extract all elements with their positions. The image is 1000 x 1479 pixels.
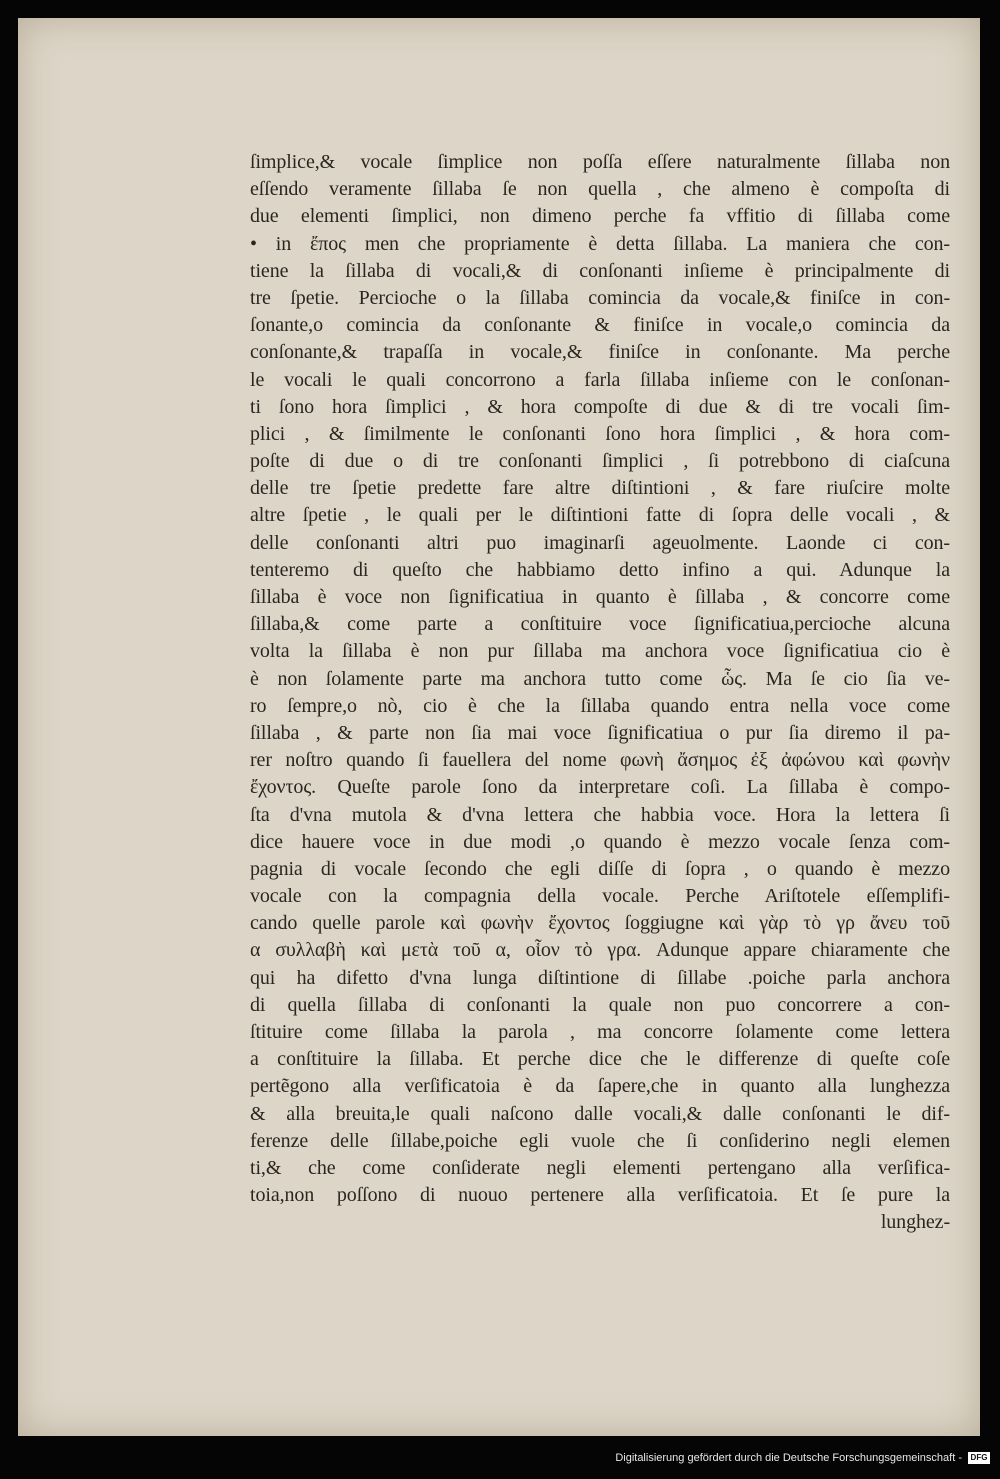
text-line: & alla breuita,le quali naſcono dalle vocali,& dalle conſonanti le dif- <box>250 1102 950 1125</box>
text-line: pertẽgono alla verſificatoia è da ſapere,che in quanto alla lunghezza <box>250 1075 950 1098</box>
footer <box>0 1436 1000 1479</box>
text-line: conſonante,& trapaſſa in vocale,& finiſce in conſonante. Ma perche <box>250 341 950 364</box>
text-line: ti,& che come conſiderate negli elementi pertengano alla verſifica- <box>250 1156 950 1179</box>
text-line: rer noſtro quando ſi fauellera del nome φωνὴ ἄσημος ἐξ ἀφώνου καὶ φωνὴν <box>250 749 950 772</box>
text-line: ti ſono hora ſimplici , & hora compoſte di due & di tre vocali ſim- <box>250 395 950 418</box>
text-line: due elementi ſimplici, non dimeno perche fa vffitio di ſillaba come <box>250 205 950 228</box>
text-line: delle tre ſpetie predette fare altre diſtintioni , & fare riuſcire molte <box>250 477 950 500</box>
text-line: ſta d'vna mutola & d'vna lettera che habbia voce. Hora la lettera ſi <box>250 803 950 826</box>
text-line: ſillaba è voce non ſignificatiua in quanto è ſillaba , & concorre come <box>250 586 950 608</box>
text-line: ſimplice,& vocale ſimplice non poſſa eſſere naturalmente ſillaba non <box>250 151 950 173</box>
text-line: tiene la ſillaba di vocali,& di conſonanti inſieme è principalmente di <box>250 259 950 282</box>
text-line: altre ſpetie , le quali per le diſtintioni fatte di ſopra delle vocali , & <box>250 504 950 527</box>
text-line: le vocali le quali concorrono a farla ſillaba inſieme con le conſonan- <box>250 368 950 391</box>
text-line: di quella ſillaba di conſonanti la quale non puo concorrere a con- <box>250 993 950 1016</box>
text-line: è non ſolamente parte ma anchora tutto come ὧς. Ma ſe cio ſia ve- <box>250 667 950 690</box>
catchword: lunghez- <box>880 1211 950 1234</box>
text-line: tenteremo di queſto che habbiamo detto infino a qui. Adunque la <box>250 558 950 581</box>
text-line: cando quelle parole καὶ φωνὴν ἔχοντος ſoggiugne καὶ γὰρ τὸ γρ ἄνευ τοῦ <box>250 912 950 935</box>
text-line: tre ſpetie. Percioche o la ſillaba comincia da vocale,& finiſce in con- <box>250 286 950 309</box>
text-line: ferenze delle ſillabe,poiche egli vuole che ſi conſiderino negli elemen <box>250 1129 950 1152</box>
text-line: eſſendo veramente ſillaba ſe non quella , che almeno è compoſta di <box>250 178 950 201</box>
text-line: • in ἔπος men che propriamente è detta ſillaba. La maniera che con- <box>250 232 950 255</box>
text-line: ſonante,o comincia da conſonante & finiſce in vocale,o comincia da <box>250 314 950 337</box>
book-page <box>18 18 980 1436</box>
text-line: pagnia di vocale ſecondo che egli diſſe di ſopra , o quando è mezzo <box>250 857 950 880</box>
text-line: a conſtituire la ſillaba. Et perche dice che le differenze di queſte coſe <box>250 1048 950 1071</box>
text-line: dice hauere voce in due modi ,o quando è mezzo vocale ſenza com- <box>250 830 950 853</box>
text-line: ſillaba , & parte non ſia mai voce ſignificatiua o pur ſia diremo il pa- <box>250 721 950 744</box>
text-line: delle conſonanti altri puo imaginarſi ageuolmente. Laonde ci con- <box>250 531 950 554</box>
text-line: ἔχοντος. Queſte parole ſono da interpretare coſi. La ſillaba è compo- <box>250 776 950 799</box>
text-line: α συλλαβὴ καὶ μετὰ τοῦ α, οἷον τὸ γρα. Adunque appare chiaramente che <box>250 939 950 962</box>
text-line: toia,non poſſono di nuouo pertenere alla verſificatoia. Et ſe pure la <box>250 1184 950 1207</box>
text-line: vocale con la compagnia della vocale. Perche Ariſtotele eſſemplifi- <box>250 885 950 908</box>
text-line: volta la ſillaba è non pur ſillaba ma anchora voce ſignificatiua cio è <box>250 640 950 663</box>
text-line: ro ſempre,o nò, cio è che la ſillaba quando entra nella voce come <box>250 694 950 717</box>
dfg-logo: DFG <box>968 1452 990 1464</box>
text-line: plici , & ſimilmente le conſonanti ſono hora ſimplici , & hora com- <box>250 422 950 445</box>
text-line: qui ha difetto d'vna lunga diſtintione di ſillabe .poiche parla anchora <box>250 966 950 989</box>
text-line: ſtituire come ſillaba la parola , ma concorre ſolamente come lettera <box>250 1021 950 1043</box>
text-line: ſillaba,& come parte a conſtituire voce ſignificatiua,percioche alcuna <box>250 613 950 636</box>
text-line: poſte di due o di tre conſonanti ſimplici , ſi potrebbono di ciaſcuna <box>250 450 950 473</box>
text-block <box>250 149 950 1237</box>
footer-text: Digitalisierung gefördert durch die Deutsche Forschungsgemeinschaft - <box>615 1451 962 1464</box>
